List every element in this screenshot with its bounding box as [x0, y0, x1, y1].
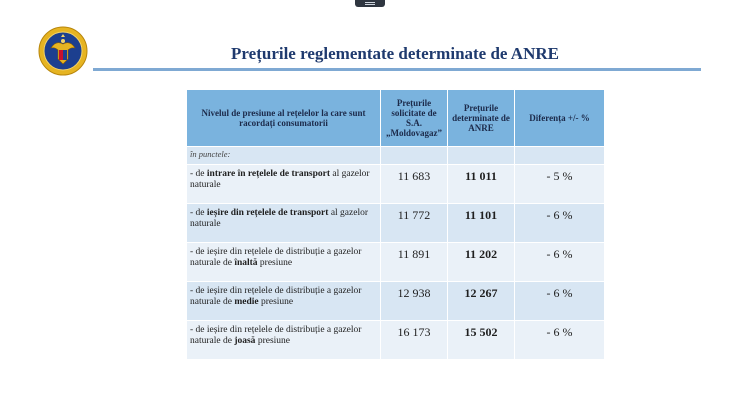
title-divider [93, 68, 701, 71]
header-pressure-level: Nivelul de presiune al rețelelor la care sunt racordați consumatorii [187, 90, 381, 147]
header-difference: Diferența +/- % [515, 90, 605, 147]
prices-table [186, 89, 605, 360]
approved-price-cell: 11 011 [448, 165, 515, 204]
page-title: Prețurile reglementate determinate de ANRE [231, 44, 559, 63]
header-approved-prices: Prețurile determinate de ANRE [448, 90, 515, 147]
menu-toggle-button[interactable] [355, 0, 385, 7]
pressure-level-cell: - de ieșire din rețelele de distribuție a gazelor naturale de înaltă presiune [187, 243, 381, 282]
approved-price-cell: 15 502 [448, 321, 515, 360]
difference-cell: - 6 % [515, 204, 605, 243]
header-requested-prices: Prețurile solicitate de S.A. „Moldovagaz” [381, 90, 448, 147]
points-hint: în punctele: [187, 147, 381, 165]
table-row [187, 165, 605, 204]
table-row [187, 282, 605, 321]
pressure-level-cell: - de ieșire din rețelele de distribuție a gazelor naturale de joasă presiune [187, 321, 381, 360]
difference-cell: - 5 % [515, 165, 605, 204]
table-row [187, 204, 605, 243]
approved-price-cell: 12 267 [448, 282, 515, 321]
pressure-level-cell: - de intrare în rețelele de transport al gazelor naturale [187, 165, 381, 204]
approved-price-cell: 11 101 [448, 204, 515, 243]
pressure-level-cell: - de ieșire din rețelele de transport al gazelor naturale [187, 204, 381, 243]
pressure-level-cell: - de ieșire din rețelele de distribuție a gazelor naturale de medie presiune [187, 282, 381, 321]
difference-cell: - 6 % [515, 282, 605, 321]
table-header-row [187, 90, 605, 147]
difference-cell: - 6 % [515, 321, 605, 360]
requested-price-cell: 12 938 [381, 282, 448, 321]
requested-price-cell: 11 683 [381, 165, 448, 204]
table-row [187, 147, 605, 165]
table-row [187, 321, 605, 360]
requested-price-cell: 16 173 [381, 321, 448, 360]
table-row [187, 243, 605, 282]
difference-cell: - 6 % [515, 243, 605, 282]
approved-price-cell: 11 202 [448, 243, 515, 282]
requested-price-cell: 11 772 [381, 204, 448, 243]
requested-price-cell: 11 891 [381, 243, 448, 282]
